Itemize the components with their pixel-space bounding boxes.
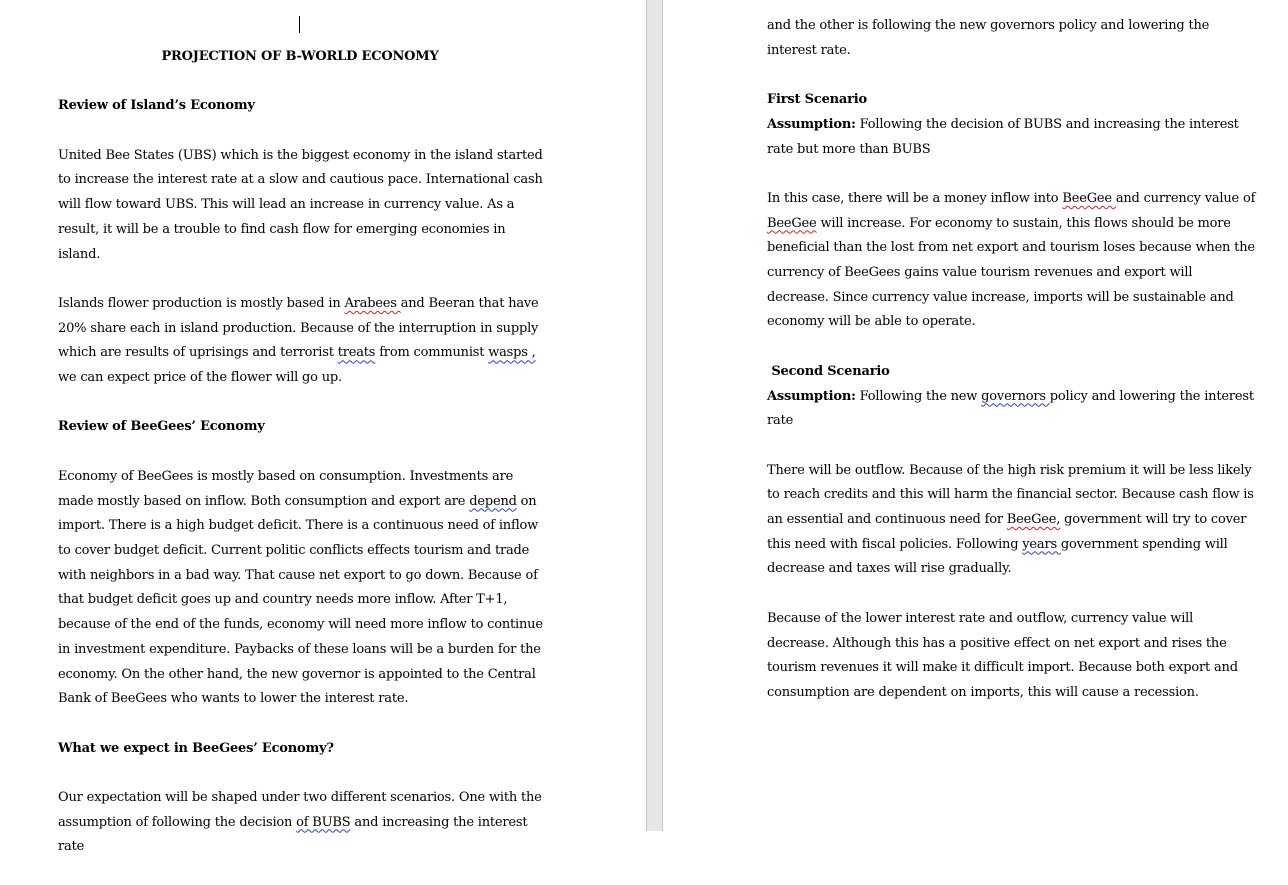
second-scenario-assumption xyxy=(767,385,1257,434)
first-scenario-assumption xyxy=(767,113,1257,162)
heading-first-scenario: First Scenario xyxy=(767,92,867,108)
heading-beegees-economy: Review of BeeGees’ Economy xyxy=(58,419,265,435)
document-page-right[interactable] xyxy=(663,0,1288,831)
paragraph-island-1: United Bee States (UBS) which is the biggest economy in the island started to increase the interest rate at a slow and cautious pace. International cash will flow toward UBS. This will lead an increase in currency value. As a result, it will be a trouble to find cash flow for emerging economies in island. xyxy=(58,147,543,262)
text-run: Our expectation will be shaped under two different scenarios. One with the assumption of following the decision xyxy=(58,789,542,830)
heading-island-economy: Review of Island’s Economy xyxy=(58,98,255,114)
paragraph-island-2 xyxy=(58,292,548,391)
assumption-label: Assumption: xyxy=(767,388,856,404)
document-title: PROJECTION OF B-WORLD ECONOMY xyxy=(161,49,439,64)
text-cursor xyxy=(299,16,300,33)
text-run: government will try to cover this need with fiscal policies. Following xyxy=(767,512,1247,552)
spelling-error-arabees[interactable]: Arabees xyxy=(344,295,401,311)
page-gutter xyxy=(646,0,663,831)
grammar-error-years[interactable]: years xyxy=(1022,536,1061,552)
page-left-content[interactable] xyxy=(58,45,548,885)
text-run: Following the new xyxy=(855,388,982,404)
text-run: Following the decision of BUBS and increasing the interest rate but more than BUBS xyxy=(767,116,1239,157)
heading-expectations: What we expect in BeeGees’ Economy? xyxy=(58,740,334,756)
grammar-error-governors[interactable]: governors xyxy=(981,388,1050,404)
text-run: government spending will decrease and taxes will rise gradually. xyxy=(767,536,1228,577)
paragraph-first-scenario xyxy=(767,187,1257,335)
text-run: and currency value of xyxy=(1115,190,1256,206)
text-run: In this case, there will be a money inflow into xyxy=(767,190,1063,206)
grammar-error-treats[interactable]: treats xyxy=(337,345,376,361)
spelling-error-beegee[interactable]: BeeGee, xyxy=(1006,512,1061,527)
paragraph-continuation: and the other is following the new governors policy and lowering the interest rate. xyxy=(767,18,1210,58)
paragraph-second-scenario-2: Because of the lower interest rate and outflow, currency value will decrease. Although this has a positive effect on net export and rises the tourism revenues it will make it difficult import. Because both export and consumption are dependent on imports, this will cause a recession. xyxy=(767,610,1238,700)
text-run: policy and lowering the interest rate xyxy=(767,388,1254,429)
spelling-error-beegee[interactable]: BeeGee xyxy=(1062,190,1116,206)
text-run: will increase. For economy to sustain, this flows should be more beneficial than the lost from net export and tourism loses because when the currency of BeeGees gains value tourism revenues and export will decrease. Since currency value increase, imports will be sustainable and economy will be able to operate. xyxy=(767,215,1255,330)
grammar-error-depend[interactable]: depend xyxy=(469,493,517,509)
text-run: There will be outflow. Because of the high risk premium it will be less likely to reach credits and this will harm the financial sector. Because cash flow is an essential and continuous need for xyxy=(767,462,1254,527)
paragraph-beegees-1 xyxy=(58,465,548,712)
grammar-error-wasps[interactable]: wasps , xyxy=(488,345,536,361)
text-run: and Beeran that have 20% share each in island production. Because of the interruption in supply which are results of uprisings and terrorist xyxy=(58,295,539,361)
page-right-content[interactable] xyxy=(767,14,1257,730)
assumption-label: Assumption: xyxy=(767,116,856,132)
spelling-error-beegee[interactable]: BeeGee xyxy=(767,215,817,231)
text-run: and increasing the interest rate xyxy=(58,814,528,855)
text-run: on import. There is a high budget deficit. There is a continuous need of inflow to cover budget deficit. Current politic conflicts effects tourism and trade with neighbors in a bad way. That cause net export to go down. Because of that budget deficit goes up and country needs more inflow. After T+1, because of the end of the funds, economy will need more inflow to continue in investment expenditure. Paybacks of these loans will be a burden for the economy. On the other hand, the new governor is appointed to the Central Bank of BeeGees who wants to lower the interest rate. xyxy=(58,493,543,707)
document-page-left[interactable] xyxy=(0,0,646,855)
heading-second-scenario: Second Scenario xyxy=(767,363,890,379)
paragraph-second-scenario-1 xyxy=(767,459,1257,583)
text-run: from communist xyxy=(375,345,489,361)
grammar-error-of-bubs[interactable]: of BUBS xyxy=(296,814,351,830)
text-run: Economy of BeeGees is mostly based on consumption. Investments are made mostly based on inflow. Both consumption and export are xyxy=(58,468,514,509)
text-run: Islands flower production is mostly based in xyxy=(58,295,345,311)
paragraph-expectations-1 xyxy=(58,786,548,860)
text-run: we can expect price of the flower will go up. xyxy=(58,370,342,386)
